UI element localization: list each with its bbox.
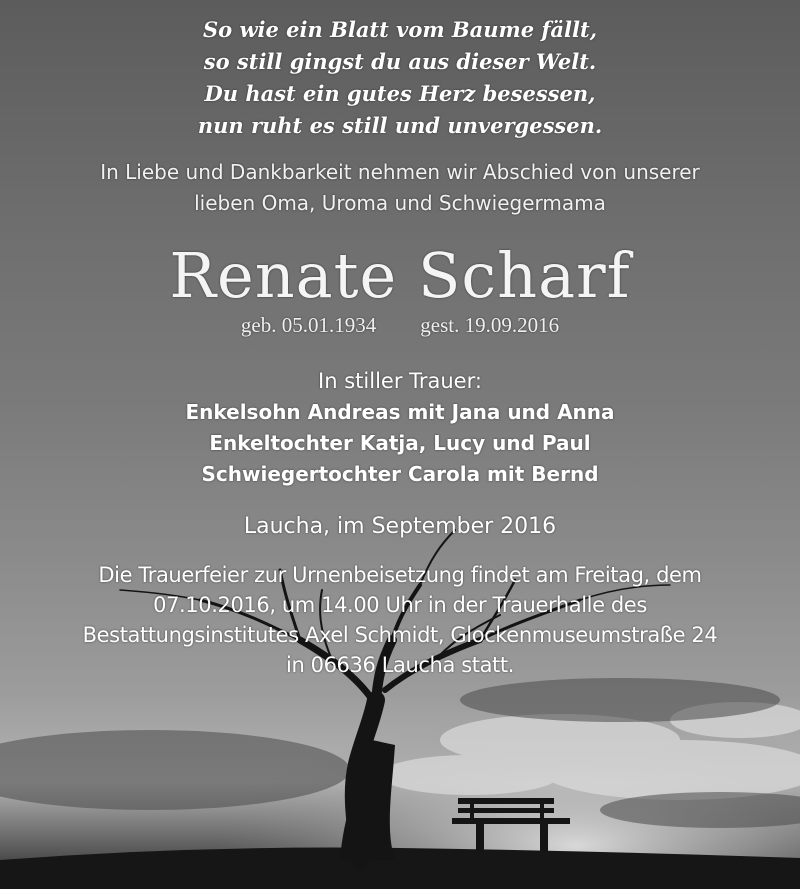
poem-line: Du hast ein gutes Herz besessen, (204, 81, 596, 106)
poem-line: so still gingst du aus dieser Welt. (203, 49, 597, 74)
birth-date: geb. 05.01.1934 (240, 313, 377, 337)
farewell-intro (0, 157, 800, 219)
poem (0, 14, 800, 142)
ceremony-line: Bestattungsinstitutes Axel Schmidt, Glockenmuseumstraße 24 (82, 623, 718, 647)
life-dates (0, 311, 800, 339)
place-date: Laucha, im September 2016 (243, 514, 557, 539)
mourners (0, 366, 800, 490)
mourner-line: Schwiegertochter Carola mit Bernd (201, 462, 599, 486)
mourner-line: Enkelsohn Andreas mit Jana und Anna (185, 400, 615, 424)
deceased-name: Renate Scharf (169, 239, 631, 312)
ceremony-line: in 06636 Laucha statt. (286, 653, 514, 677)
poem-line: nun ruht es still und unvergessen. (197, 113, 603, 138)
death-date: gest. 19.09.2016 (420, 313, 560, 337)
mourners-heading: In stiller Trauer: (318, 369, 482, 393)
ceremony-info (0, 560, 800, 680)
intro-line: lieben Oma, Uroma und Schwiegermama (194, 191, 606, 215)
intro-line: In Liebe und Dankbarkeit nehmen wir Abschied von unserer (100, 160, 700, 184)
ceremony-line: Die Trauerfeier zur Urnenbeisetzung findet am Freitag, dem (98, 563, 702, 587)
mourner-line: Enkeltochter Katja, Lucy und Paul (209, 431, 591, 455)
ceremony-line: 07.10.2016, um 14.00 Uhr in der Trauerhalle des (153, 593, 647, 617)
poem-line: So wie ein Blatt vom Baume fällt, (202, 17, 598, 42)
